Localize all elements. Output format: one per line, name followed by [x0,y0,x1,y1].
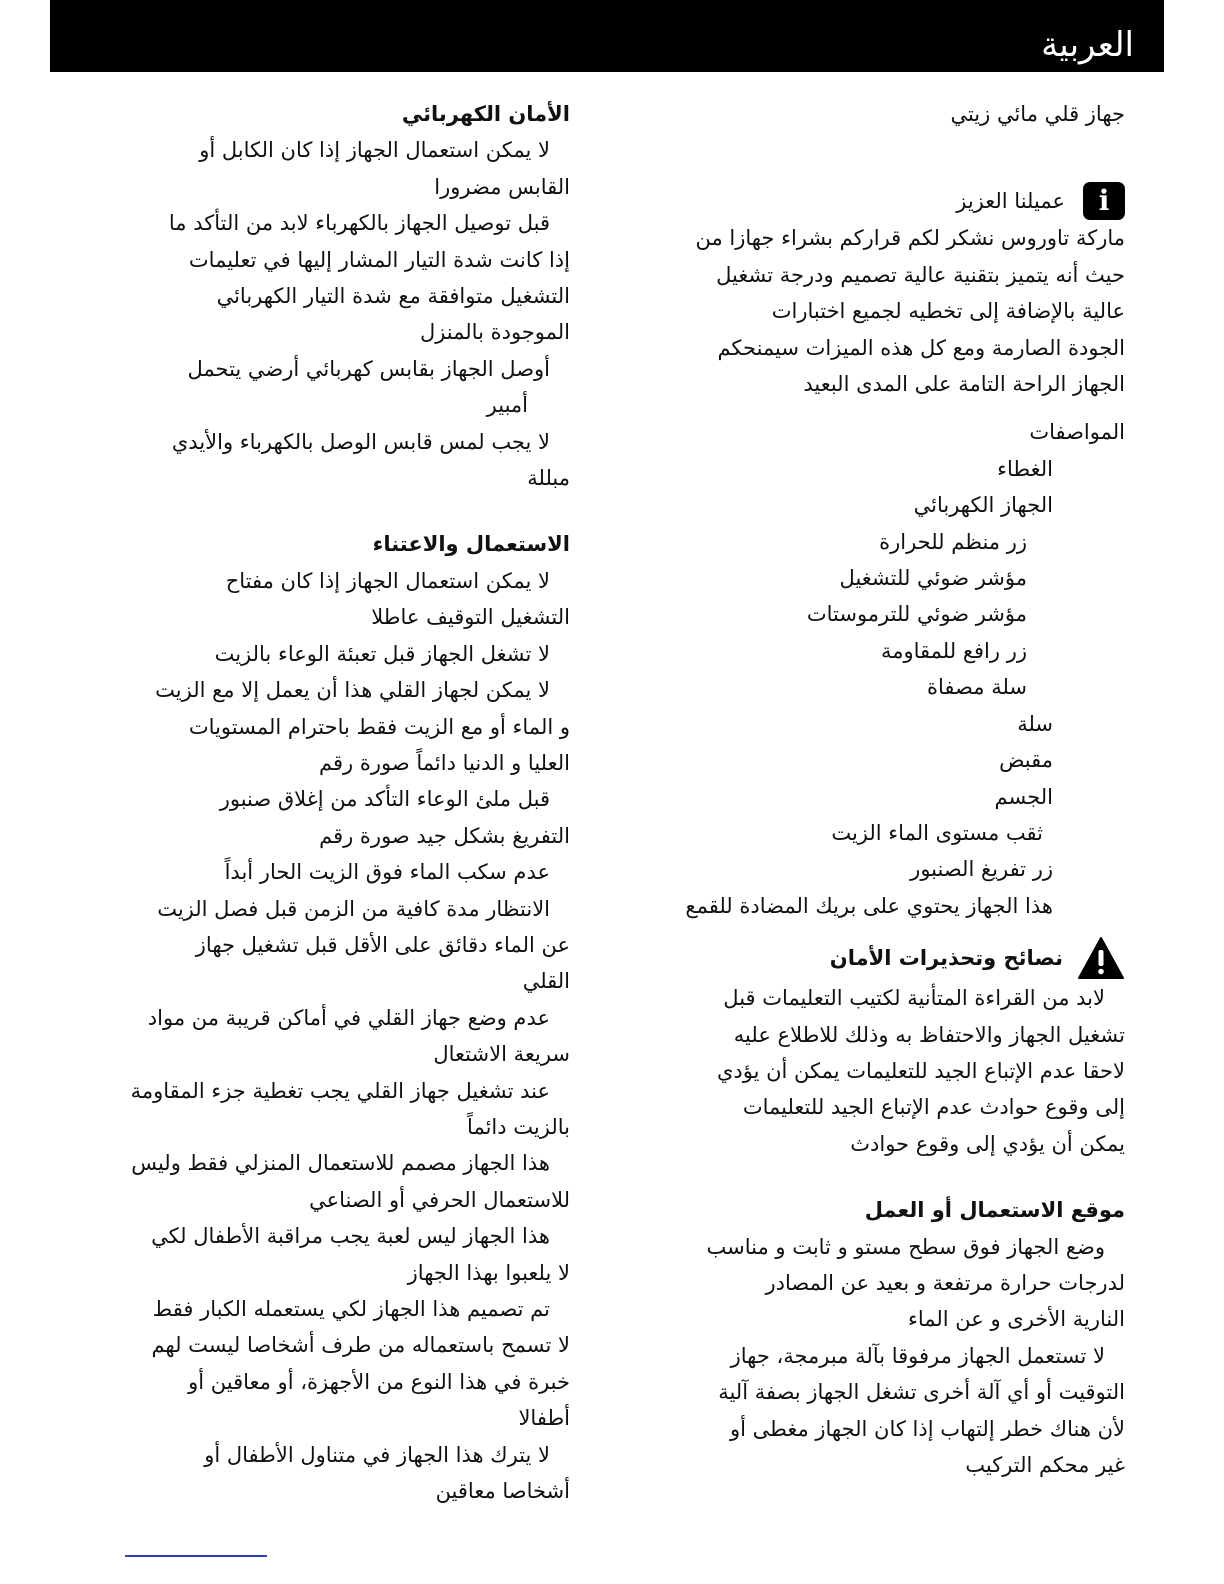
item-line: التشغيل متوافقة مع شدة التيار الكهربائي [216,284,570,309]
spec-item: مؤشر ضوئي للترموستات [806,602,1027,627]
info-icon: i [1083,182,1125,220]
list-item [95,424,570,497]
item-line: لا يجب لمس قابس الوصل بالكهرباء والأيدي [171,429,550,454]
list-item [95,1073,570,1146]
item-line: العليا و الدنيا دائماً صورة رقم [319,750,570,775]
list-item [95,563,570,636]
list-item [95,854,570,890]
item-line: هذا الجهاز ليس لعبة يجب مراقبة الأطفال لكي [151,1224,550,1249]
item-line: لا تشغل الجهاز قبل تعبئة الوعاء بالزيت [214,641,550,666]
item-line: أوصل الجهاز بقابس كهربائي أرضي يتحمل [187,356,550,381]
list-item [95,1437,570,1510]
spec-item: الجسم [994,784,1053,809]
item-line: مبللة [527,466,570,491]
location-line: لأن هناك خطر إلتهاب إذا كان الجهاز مغطى أو [729,1416,1125,1441]
spec-item: هذا الجهاز يحتوي على بريك المضادة للقمع [685,893,1053,918]
item-line: لا يمكن استعمال الجهاز إذا كان الكابل أو [199,138,550,163]
item-line: هذا الجهاز مصمم للاستعمال المنزلي فقط وليس [131,1151,550,1176]
item-line: سريعة الاشتعال [433,1042,570,1067]
footnote-rule [125,1555,267,1557]
safety-line: لاحقا عدم الإتباع الجيد للتعليمات يمكن أن يؤدي [716,1058,1125,1083]
electrical-heading: الأمان الكهربائي [401,102,570,126]
item-line: لا يلعبوا بهذا الجهاز [407,1260,570,1285]
spec-item: سلة مصفاة [927,675,1027,700]
list-item [95,351,570,424]
intro-paragraph [630,220,1125,402]
location-paragraph-2 [630,1338,1125,1484]
list-item [95,1145,570,1218]
product-title: جهاز قلي مائي زيتي [950,102,1125,126]
usage-list [95,563,570,1510]
safety-heading: نصائح وتحذيرات الأمان [829,945,1063,970]
intro-line: الجهاز الراحة التامة على المدى البعيد [803,372,1125,397]
intro-line: ماركة تاوروس نشكر لكم قراركم بشراء جهازا من [695,226,1125,251]
list-item [95,891,570,1000]
spec-item: زر منظم للحرارة [879,529,1027,554]
greeting: عميلنا العزيز [956,189,1065,214]
spec-item: مؤشر ضوئي للتشغيل [839,566,1027,591]
usage-heading: الاستعمال والاعتناء [372,532,570,557]
item-line: و الماء أو مع الزيت فقط باحترام المستويات [188,714,570,739]
item-line: إذا كانت شدة التيار المشار إليها في تعليمات [188,247,570,272]
item-line: عدم وضع جهاز القلي في أماكن قريبة من مواد [147,1005,550,1030]
item-line: أشخاصا معاقين [435,1479,570,1504]
location-line: التوقيت أو أي آلة أخرى تشغل الجهاز بصفة آلية [718,1380,1125,1405]
item-line: قبل توصيل الجهاز بالكهرباء لابد من التأكد ما [168,211,550,236]
safety-paragraph [630,980,1125,1162]
item-line: أمبير [486,393,528,418]
intro-line: الجودة الصارمة ومع كل هذه الميزات سيمنحكم [717,335,1125,360]
electrical-list [95,132,570,496]
list-item [95,205,570,351]
list-item [95,1291,570,1437]
item-line: تم تصميم هذا الجهاز لكي يستعمله الكبار فقط [152,1297,550,1321]
intro-line: حيث أنه يتميز بتقنية عالية تصميم ودرجة تشغيل [716,262,1125,287]
item-line: الموجودة بالمنزل [419,320,570,345]
location-heading: موقع الاستعمال أو العمل [864,1198,1125,1223]
language-header-bar [50,0,1164,72]
item-line: التفريغ بشكل جيد صورة رقم [319,823,570,848]
list-item [95,636,570,672]
item-line: للاستعمال الحرفي أو الصناعي [309,1187,570,1212]
spec-item: زر تفريغ الصنبور [910,857,1053,882]
item-line: الانتظار مدة كافية من الزمن قبل فصل الزيت [157,896,550,921]
left-column [95,96,570,1509]
item-line: خبرة في هذا النوع من الأجهزة، أو معاقين أو [188,1369,570,1394]
safety-heading-row [630,936,1125,980]
location-line: لا تستعمل الجهاز مرفوقا بآلة مبرمجة، جهاز [730,1343,1105,1368]
intro-line: عالية بالإضافة إلى تخطيه لجميع اختبارات [771,299,1125,324]
spec-item: ثقب مستوى الماء الزيت [831,820,1043,845]
location-line: النارية الأخرى و عن الماء [907,1307,1125,1332]
item-line: عند تشغيل جهاز القلي يجب تغطية جزء المقاومة [130,1078,550,1103]
spec-item: سلة [1017,711,1053,736]
item-line: عدم سكب الماء فوق الزيت الحار أبداً [224,860,550,885]
item-line: التشغيل التوقيف عاطلا [371,605,570,630]
safety-line: إلى وقوع حوادث عدم الإتباع الجيد للتعليمات [742,1095,1125,1120]
list-item [95,672,570,781]
location-line: لدرجات حرارة مرتفعة و بعيد عن المصادر [765,1270,1125,1295]
item-line: القابس مضرورا [434,174,570,199]
specs-heading: المواصفات [1029,420,1125,445]
item-line: لا يترك هذا الجهاز في متناول الأطفال أو [204,1442,550,1467]
safety-line: لابد من القراءة المتأنية لكتيب التعليمات قبل [723,986,1105,1011]
warning-icon [1077,936,1125,980]
location-line: وضع الجهاز فوق سطح مستو و ثابت و مناسب [706,1234,1105,1259]
item-line: لا يمكن استعمال الجهاز إذا كان مفتاح [225,568,550,593]
item-line: لا يمكن لجهاز القلي هذا أن يعمل إلا مع الزيت [155,678,550,703]
spec-item: الجهاز الكهربائي [913,493,1053,518]
language-title: العربية [1041,25,1134,65]
item-line: لا تسمح باستعماله من طرف أشخاصا ليست لهم [151,1333,570,1358]
spec-item: مقبض [999,748,1053,773]
spec-item: زر رافع للمقاومة [881,638,1027,663]
safety-line: يمكن أن يؤدي إلى وقوع حوادث [850,1131,1125,1156]
right-column [630,96,1125,1483]
spec-list [630,451,1125,924]
location-line: غير محكم التركيب [965,1453,1125,1477]
greeting-row [630,182,1125,220]
item-line: قبل ملئ الوعاء التأكد من إغلاق صنبور [219,787,550,812]
safety-line: تشغيل الجهاز والاحتفاظ به وذلك للاطلاع عليه [733,1022,1125,1047]
list-item [95,1000,570,1073]
list-item [95,781,570,854]
list-item [95,132,570,205]
list-item [95,1218,570,1291]
item-line: بالزيت دائماً [467,1114,570,1139]
item-line: أطفالا [518,1406,570,1431]
item-line: عن الماء دقائق على الأقل قبل تشغيل جهاز [195,932,570,957]
location-paragraph-1 [630,1229,1125,1338]
item-line: القلي [522,969,570,994]
spec-item: الغطاء [997,456,1053,481]
